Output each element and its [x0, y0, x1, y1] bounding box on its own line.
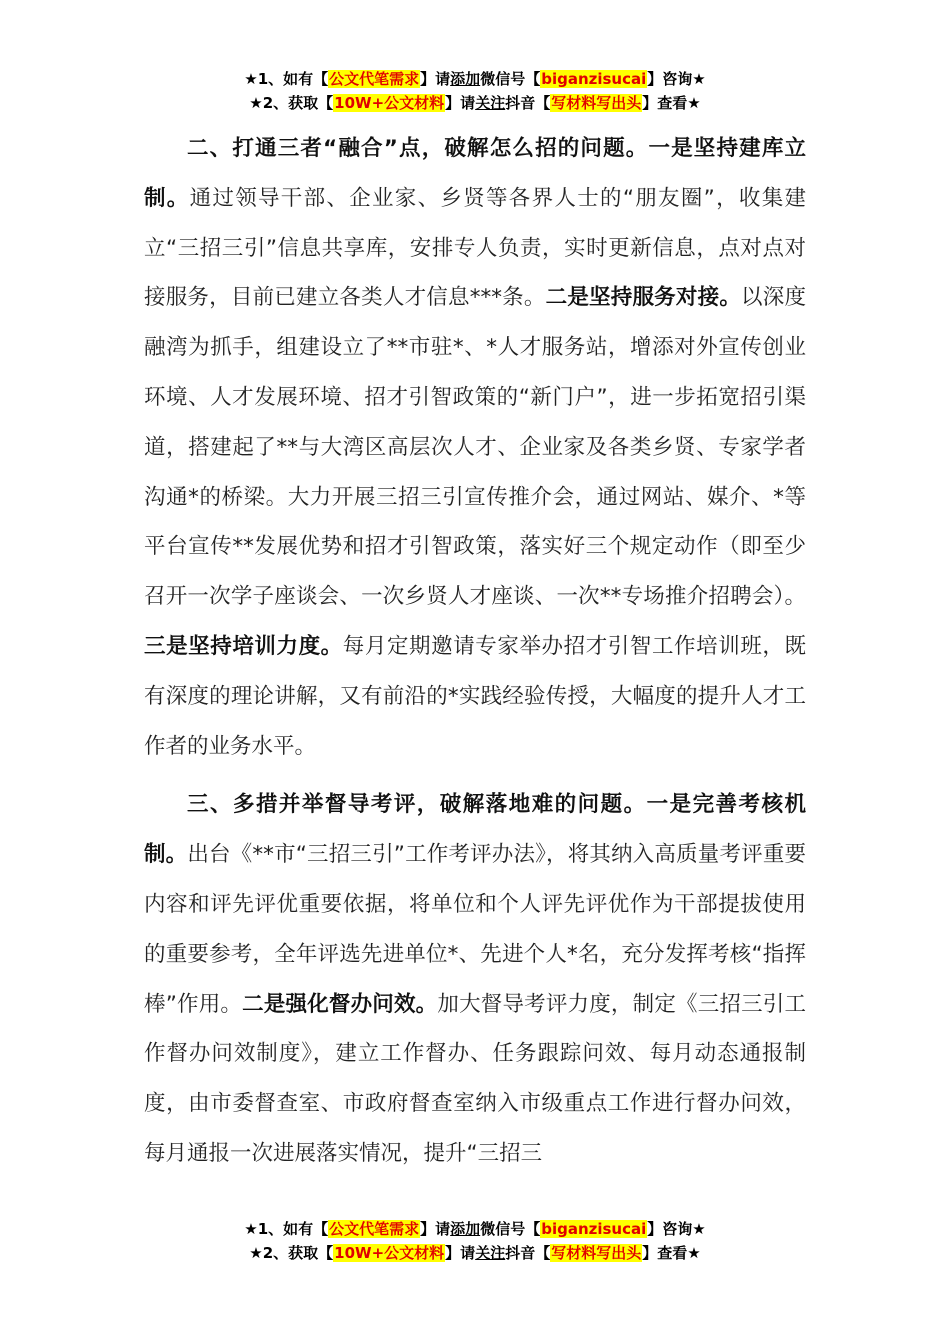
document-body [144, 124, 806, 1179]
banner-text: 】咨询 [647, 1220, 693, 1238]
highlight-materials: 10W+公文材料 [334, 94, 445, 112]
footer-ad-banner [0, 1217, 950, 1265]
paragraph-section-3 [144, 780, 806, 1178]
paragraph-text: 通过领导干部、企业家、乡贤等各界人士的“朋友圈”，收集建立“三招三引”信息共享库，安排专人负责，实时更新信息，点对点对接服务，目前已建立各类人才信息***条。 [144, 185, 806, 311]
section-heading: 三、多措并举督导考评，破解落地难的问题。一是完善考核机制。 [144, 792, 806, 868]
banner-text: 2、获取【 [262, 1244, 334, 1262]
highlight-wechat-id: biganzisucai [541, 1220, 647, 1238]
bold-point: 二是强化督办问效。 [242, 991, 438, 1017]
highlight-douyin: 写材料写出头 [551, 1244, 642, 1262]
bold-point: 三是坚持培训力度。 [144, 633, 343, 659]
banner-text: 】查看 [642, 1244, 688, 1262]
banner-text: 1、如有【 [257, 70, 329, 88]
paragraph-text: 出台《**市“三招三引”工作考评办法》，将其纳入高质量考评重要内容和评先评优重要依据，将单位和个人评先评优作为干部提拔使用的重要参考，全年评选先进单位*、先进个人*名，充分发挥考核“指挥棒”作用。 [144, 842, 806, 1017]
highlight-materials: 10W+公文材料 [334, 1244, 445, 1262]
highlight-service: 公文代笔需求 [329, 70, 420, 88]
star-icon: ★ [692, 1220, 706, 1238]
paragraph-text: 以深度融湾为抓手，组建设立了**市驻*、*人才服务站，增添对外宣传创业环境、人才发展环境、招才引智政策的“新门户”，进一步拓宽招引渠道，搭建起了**与大湾区高层次人才、企业家及各类乡贤、专家学者沟通*的桥梁。大力开展三招三引宣传推介会，通过网站、媒介、*等平台宣传**发展优势和招才引智政策，落实好三个规定动作（即至少召开一次学子座谈会、一次乡贤人才座谈、一次**专场推介招聘会）。 [144, 285, 806, 610]
banner-text: 】请 [420, 70, 451, 88]
highlight-service: 公文代笔需求 [329, 1220, 420, 1238]
star-icon: ★ [687, 1244, 701, 1262]
section-heading: 二、打通三者“融合”点，破解怎么招的问题。一是坚持建库立制。 [144, 136, 806, 211]
underlined-keyword: 添加 [450, 1220, 481, 1238]
star-icon: ★ [249, 1244, 263, 1262]
banner-text: 】请 [445, 1244, 476, 1262]
star-icon: ★ [692, 70, 706, 88]
banner-text: 】请 [420, 1220, 451, 1238]
highlight-wechat-id: biganzisucai [541, 70, 647, 88]
banner-text: 抖音【 [505, 94, 551, 112]
banner-line-2 [0, 91, 950, 115]
bold-point: 二是坚持服务对接。 [545, 285, 742, 311]
banner-line-1 [0, 1217, 950, 1241]
header-ad-banner [0, 67, 950, 115]
banner-text: 】查看 [642, 94, 688, 112]
paragraph-text: 每月定期邀请专家举办招才引智工作培训班，既有深度的理论讲解，又有前沿的*实践经验传授，大幅度的提升人才工作者的业务水平。 [144, 633, 806, 759]
banner-text: 抖音【 [505, 1244, 551, 1262]
underlined-keyword: 关注 [475, 94, 506, 112]
underlined-keyword: 关注 [475, 1244, 506, 1262]
banner-text: 2、获取【 [262, 94, 334, 112]
star-icon: ★ [244, 1220, 258, 1238]
banner-line-2 [0, 1241, 950, 1265]
paragraph-text: 加大督导考评力度，制定《三招三引工作督办问效制度》，建立工作督办、任务跟踪问效、每月动态通报制度，由市委督查室、市政府督查室纳入市级重点工作进行督办问效，每月通报一次进展落实情况，提升“三招三 [144, 991, 806, 1166]
highlight-douyin: 写材料写出头 [551, 94, 642, 112]
star-icon: ★ [249, 94, 263, 112]
banner-text: 微信号【 [480, 70, 541, 88]
banner-text: 】请 [445, 94, 476, 112]
star-icon: ★ [244, 70, 258, 88]
banner-text: 1、如有【 [257, 1220, 329, 1238]
banner-text: 】咨询 [647, 70, 693, 88]
star-icon: ★ [687, 94, 701, 112]
banner-line-1 [0, 67, 950, 91]
banner-text: 微信号【 [480, 1220, 541, 1238]
paragraph-section-2 [144, 124, 806, 771]
underlined-keyword: 添加 [450, 70, 481, 88]
